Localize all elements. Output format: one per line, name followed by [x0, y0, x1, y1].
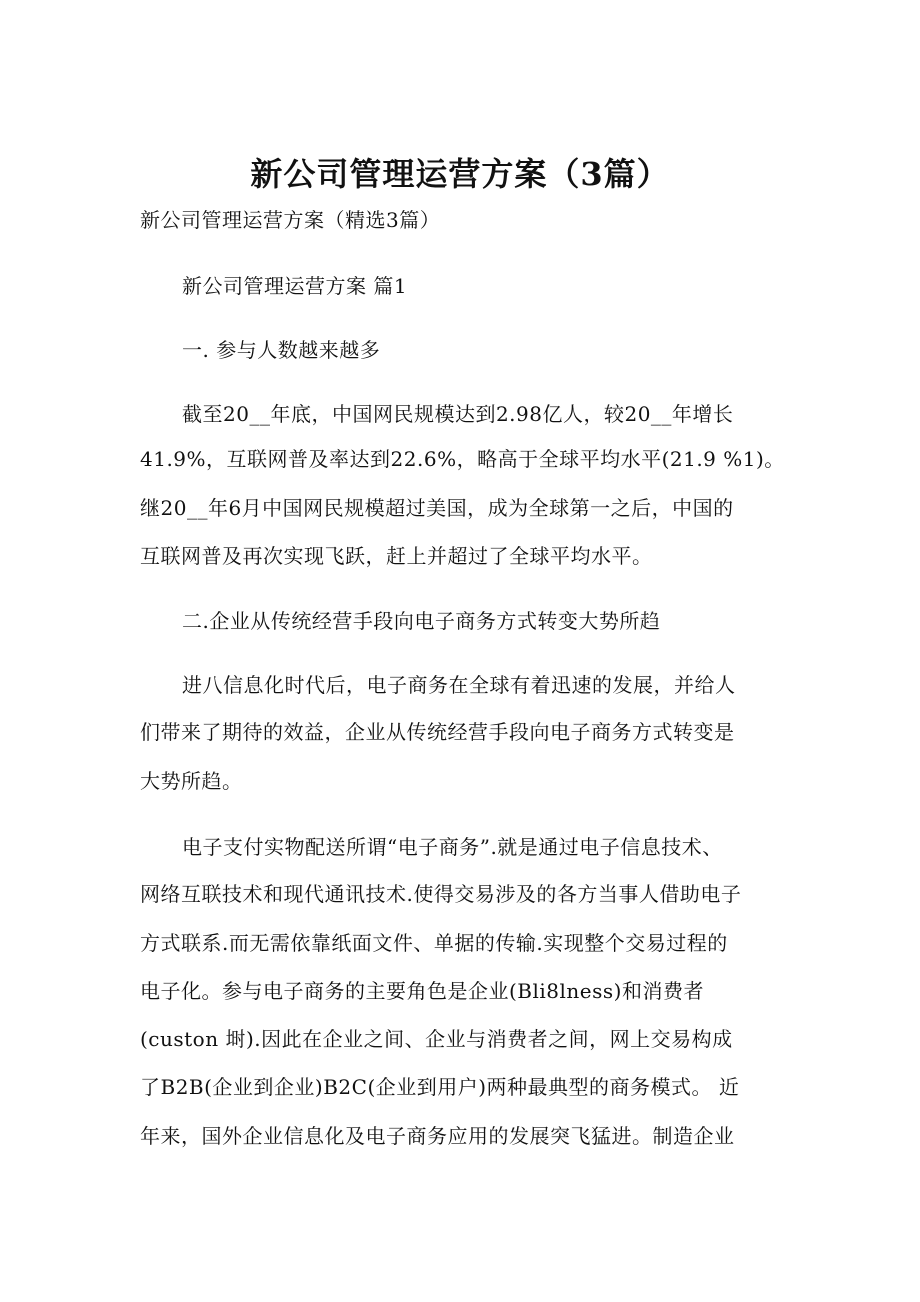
paragraph-line: 继20__年6月中国网民规模超过美国，成为全球第一之后，中国的: [140, 496, 734, 520]
paragraph-line: 网络互联技术和现代通讯技术.使得交易涉及的各方当事人借助电子: [140, 882, 742, 906]
paragraph-line: 互联网普及再次实现飞跃，赶上并超过了全球平均水平。: [140, 544, 653, 568]
paragraph-line: 进八信息化时代后，电子商务在全球有着迅速的发展，并给人: [182, 673, 736, 697]
paragraph-line: 们带来了期待的效益，企业从传统经营手段向电子商务方式转变是: [140, 720, 735, 744]
document-subtitle: 新公司管理运营方案（精选3篇）: [140, 208, 441, 232]
paragraph-line: 41.9%，互联网普及率达到22.6%，略高于全球平均水平(21.9 %1)。: [140, 447, 785, 471]
section-heading: 一. 参与人数越来越多: [182, 338, 381, 362]
paragraph-line: 电子化。参与电子商务的主要角色是企业(Bli8lness)和消费者: [140, 979, 704, 1003]
paragraph-line: 方式联系.而无需依靠纸面文件、单据的传输.实现整个交易过程的: [140, 931, 728, 955]
paragraph-line: 电子支付实物配送所谓“电子商务”.就是通过电子信息技术、: [182, 835, 723, 859]
section-heading: 新公司管理运营方案 篇1: [182, 274, 408, 298]
paragraph-line: 了B2B(企业到企业)B2C(企业到用户)两种最典型的商务模式。 近: [140, 1075, 740, 1099]
document-title: 新公司管理运营方案（3篇）: [250, 155, 670, 193]
paragraph-line: 截至20__年底，中国网民规模达到2.98亿人，较20__年增长: [182, 402, 734, 426]
paragraph-line: 年来，国外企业信息化及电子商务应用的发展突飞猛进。制造企业: [140, 1124, 735, 1148]
paragraph-line: (custon 埘).因此在企业之间、企业与消费者之间，网上交易构成: [140, 1027, 733, 1051]
paragraph-line: 大势所趋。: [140, 769, 243, 793]
section-heading: 二.企业从传统经营手段向电子商务方式转变大势所趋: [182, 609, 661, 633]
